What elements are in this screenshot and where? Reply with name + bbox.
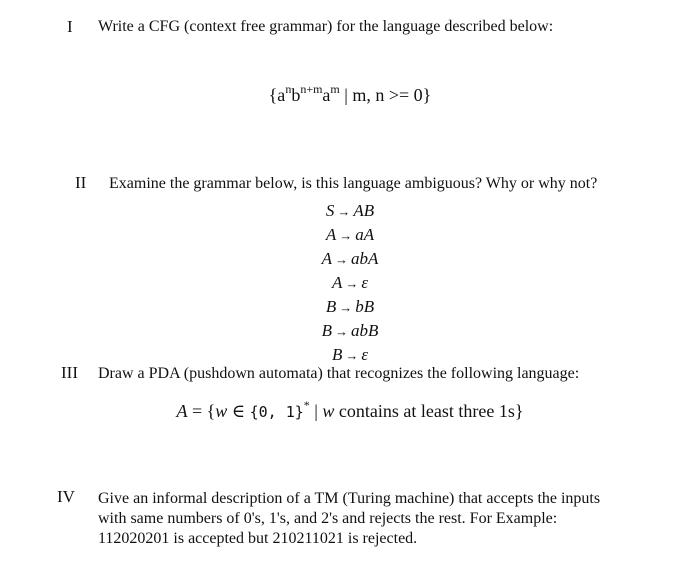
question-2-prompt: Examine the grammar below, is this language ambiguous? Why or why not? bbox=[109, 175, 598, 192]
sup-m: m bbox=[330, 82, 340, 96]
rule-rhs: AB bbox=[353, 201, 375, 220]
lang-condition: | m, n >= 0} bbox=[339, 85, 432, 105]
lang-set: {0, 1} bbox=[249, 403, 304, 421]
arrow-icon: → bbox=[339, 300, 353, 315]
arrow-icon: → bbox=[337, 204, 351, 219]
lang-in: ∈ bbox=[227, 401, 250, 421]
lang-b: b bbox=[291, 85, 301, 105]
rule-rhs: ε bbox=[361, 273, 369, 292]
rule-lhs: B bbox=[325, 297, 337, 316]
lang-1s: 1s bbox=[498, 401, 515, 421]
rule-rhs: abA bbox=[351, 249, 379, 268]
lang-open: {a bbox=[268, 85, 286, 105]
grammar-rule bbox=[0, 297, 700, 317]
lang-bar: | bbox=[309, 401, 323, 421]
lang-a: a bbox=[322, 85, 331, 105]
cfg-language bbox=[0, 82, 700, 106]
rule-lhs: S bbox=[325, 201, 335, 220]
lang-star: * bbox=[303, 398, 310, 412]
question-3-prompt: Draw a PDA (pushdown automata) that recognizes the following language: bbox=[98, 365, 580, 382]
grammar-rule bbox=[0, 225, 700, 245]
question-1-numeral: I bbox=[67, 17, 73, 36]
rule-lhs: B bbox=[331, 345, 343, 364]
sup-n-plus-m: n+m bbox=[300, 82, 323, 96]
grammar-rule bbox=[0, 273, 700, 293]
grammar-rule bbox=[0, 201, 700, 221]
grammar-rule bbox=[0, 249, 700, 269]
rule-lhs: A bbox=[321, 249, 332, 268]
rule-lhs: B bbox=[321, 321, 332, 340]
arrow-icon: → bbox=[345, 348, 359, 363]
arrow-icon: → bbox=[339, 228, 353, 243]
lang-desc: contains at least three bbox=[334, 401, 499, 421]
question-2-numeral: II bbox=[75, 173, 87, 192]
question-4-numeral: IV bbox=[57, 487, 75, 506]
arrow-icon: → bbox=[335, 252, 348, 267]
lang-equals: = { bbox=[187, 401, 216, 421]
rule-rhs: ε bbox=[361, 345, 369, 364]
lang-w: w bbox=[215, 401, 228, 421]
pda-language bbox=[0, 398, 700, 422]
grammar-rule bbox=[0, 321, 700, 341]
lang-close: } bbox=[514, 401, 524, 421]
rule-rhs: bB bbox=[355, 297, 375, 316]
lang-w2: w bbox=[322, 401, 335, 421]
arrow-icon: → bbox=[345, 276, 359, 291]
question-1-prompt: Write a CFG (context free grammar) for the language described below: bbox=[98, 18, 554, 35]
question-4-prompt: Give an informal description of a TM (Turing machine) that accepts the inputs with same numbers of 0's, 1's, and 2's and rejects the rest. For Example: 112020201 is accepted but 210211021 is rejected. bbox=[98, 490, 601, 547]
sup-n: n bbox=[285, 82, 292, 96]
rule-lhs: A bbox=[325, 225, 337, 244]
question-3-numeral: III bbox=[61, 363, 78, 382]
rule-rhs: abB bbox=[351, 321, 379, 340]
lang-A: A bbox=[176, 401, 188, 421]
grammar-rule bbox=[0, 345, 700, 365]
rule-lhs: A bbox=[331, 273, 343, 292]
rule-rhs: aA bbox=[355, 225, 375, 244]
arrow-icon: → bbox=[335, 324, 348, 339]
